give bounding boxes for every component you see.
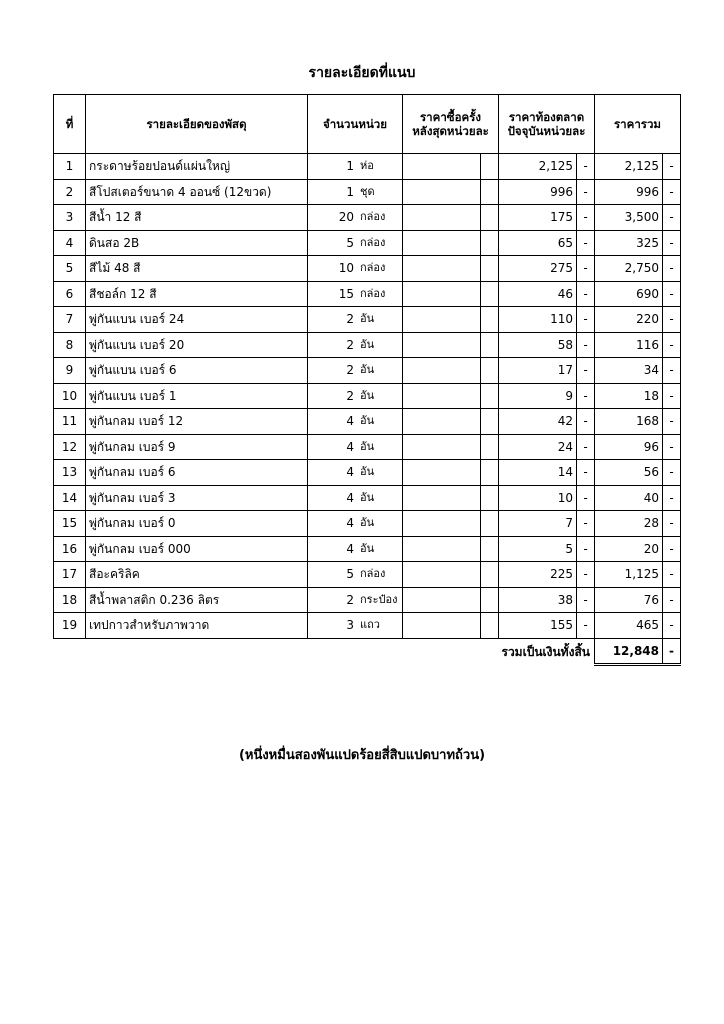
row-number: 12 [54,434,86,460]
row-number: 13 [54,460,86,486]
line-total: 34 [595,358,663,384]
item-unit: อัน [360,388,375,402]
table-row [54,485,681,511]
market-price-dash: - [577,511,595,537]
item-description: พู่กันกลม เบอร์ 12 [86,409,308,435]
line-total-dash: - [663,460,681,486]
header-quantity: จำนวนหน่วย [308,95,403,154]
last-price-cell [403,205,481,231]
header-last-price [403,95,499,154]
item-unit: กระป๋อง [360,592,398,606]
last-price-satang-cell [481,460,499,486]
last-price-cell [403,460,481,486]
item-description: พู่กันกลม เบอร์ 000 [86,536,308,562]
market-price-dash: - [577,587,595,613]
table-row [54,179,681,205]
market-price: 14 [499,460,577,486]
market-price-dash: - [577,562,595,588]
market-price: 275 [499,256,577,282]
row-number: 4 [54,230,86,256]
line-total: 40 [595,485,663,511]
last-price-satang-cell [481,281,499,307]
line-total-dash: - [663,256,681,282]
market-price: 225 [499,562,577,588]
line-total-dash: - [663,205,681,231]
market-price-dash: - [577,205,595,231]
last-price-cell [403,562,481,588]
item-quantity: 5 [346,567,354,582]
item-quantity-cell [308,536,403,562]
line-total: 2,125 [595,154,663,180]
item-description: สีน้ำพลาสติก 0.236 ลิตร [86,587,308,613]
item-quantity: 4 [346,516,354,531]
line-total-dash: - [663,562,681,588]
market-price-dash: - [577,332,595,358]
row-number: 14 [54,485,86,511]
item-quantity-cell [308,613,403,639]
item-quantity: 4 [346,490,354,505]
table-row [54,281,681,307]
market-price: 42 [499,409,577,435]
table-row [54,587,681,613]
last-price-satang-cell [481,613,499,639]
table-row [54,230,681,256]
market-price-dash: - [577,485,595,511]
market-price-dash: - [577,409,595,435]
row-number: 5 [54,256,86,282]
market-price: 17 [499,358,577,384]
table-row [54,154,681,180]
item-quantity-cell [308,485,403,511]
line-total-dash: - [663,230,681,256]
item-quantity: 1 [346,184,354,199]
market-price: 2,125 [499,154,577,180]
item-quantity: 15 [338,286,354,301]
last-price-cell [403,409,481,435]
market-price: 24 [499,434,577,460]
market-price-dash: - [577,154,595,180]
last-price-cell [403,536,481,562]
table-row [54,332,681,358]
header-description: รายละเอียดของพัสดุ [86,95,308,154]
table-row [54,434,681,460]
last-price-satang-cell [481,154,499,180]
row-number: 1 [54,154,86,180]
item-unit: กล่อง [360,210,386,224]
item-unit: อัน [360,516,375,530]
market-price-dash: - [577,536,595,562]
last-price-cell [403,383,481,409]
item-unit: อัน [360,439,375,453]
grand-total-row [54,638,681,665]
line-total: 996 [595,179,663,205]
row-number: 10 [54,383,86,409]
item-quantity: 1 [346,159,354,174]
table-row [54,460,681,486]
item-quantity: 2 [346,363,354,378]
last-price-satang-cell [481,511,499,537]
last-price-satang-cell [481,587,499,613]
item-description: กระดาษร้อยปอนด์แผ่นใหญ่ [86,154,308,180]
last-price-cell [403,154,481,180]
line-total-dash: - [663,587,681,613]
line-total-dash: - [663,154,681,180]
market-price-dash: - [577,383,595,409]
last-price-satang-cell [481,409,499,435]
row-number: 11 [54,409,86,435]
line-total: 220 [595,307,663,333]
market-price-dash: - [577,358,595,384]
last-price-satang-cell [481,536,499,562]
line-total-dash: - [663,332,681,358]
item-unit: กล่อง [360,261,386,275]
header-market-price [499,95,595,154]
item-unit: อัน [360,363,375,377]
item-quantity-cell [308,256,403,282]
item-unit: อัน [360,541,375,555]
line-total: 20 [595,536,663,562]
item-quantity: 3 [346,618,354,633]
item-unit: ชุด [360,184,375,198]
market-price-dash: - [577,281,595,307]
item-unit: อัน [360,414,375,428]
table-row [54,383,681,409]
item-quantity-cell [308,154,403,180]
header-last-price-line2: หลังสุดหน่วยละ [412,124,489,138]
row-number: 18 [54,587,86,613]
line-total: 325 [595,230,663,256]
item-quantity-cell [308,332,403,358]
last-price-satang-cell [481,205,499,231]
last-price-satang-cell [481,332,499,358]
market-price-dash: - [577,230,595,256]
market-price: 155 [499,613,577,639]
line-total: 116 [595,332,663,358]
market-price: 175 [499,205,577,231]
last-price-cell [403,434,481,460]
item-quantity: 10 [338,261,354,276]
amount-in-words: (หนึ่งหมื่นสองพันแปดร้อยสี่สิบแปดบาทถ้วน) [238,748,486,763]
market-price: 7 [499,511,577,537]
item-unit: กล่อง [360,286,386,300]
item-quantity: 4 [346,541,354,556]
item-description: สีโปสเตอร์ขนาด 4 ออนซ์ (12ขวด) [86,179,308,205]
line-total: 465 [595,613,663,639]
last-price-cell [403,230,481,256]
header-market-price-line2: ปัจจุบันหน่วยละ [507,124,586,138]
item-quantity: 2 [346,337,354,352]
item-quantity-cell [308,205,403,231]
line-total-dash: - [663,536,681,562]
item-quantity-cell [308,434,403,460]
table-row [54,409,681,435]
last-price-satang-cell [481,307,499,333]
last-price-cell [403,281,481,307]
market-price: 110 [499,307,577,333]
market-price-dash: - [577,460,595,486]
header-total: ราคารวม [595,95,681,154]
line-total: 76 [595,587,663,613]
last-price-cell [403,307,481,333]
item-quantity: 4 [346,439,354,454]
item-quantity: 2 [346,388,354,403]
item-description: พู่กันแบน เบอร์ 24 [86,307,308,333]
table-row [54,205,681,231]
row-number: 16 [54,536,86,562]
market-price-dash: - [577,307,595,333]
line-total-dash: - [663,179,681,205]
item-quantity-cell [308,562,403,588]
item-quantity: 4 [346,414,354,429]
grand-total-label: รวมเป็นเงินทั้งสิ้น [501,644,590,659]
last-price-cell [403,179,481,205]
market-price: 58 [499,332,577,358]
last-price-cell [403,485,481,511]
item-description: สีน้ำ 12 สี [86,205,308,231]
line-total: 690 [595,281,663,307]
header-no: ที่ [54,95,86,154]
market-price: 46 [499,281,577,307]
item-unit: กล่อง [360,567,386,581]
market-price-dash: - [577,256,595,282]
header-market-price-line1: ราคาท้องตลาด [508,110,585,124]
table-row [54,562,681,588]
item-description: พู่กันกลม เบอร์ 3 [86,485,308,511]
line-total: 18 [595,383,663,409]
table-row [54,613,681,639]
item-description: พู่กันแบน เบอร์ 6 [86,358,308,384]
header-last-price-line1: ราคาซื้อครั้ง [420,110,481,124]
last-price-satang-cell [481,383,499,409]
table-row [54,511,681,537]
item-quantity: 2 [346,592,354,607]
item-quantity-cell [308,587,403,613]
item-description: พู่กันแบน เบอร์ 1 [86,383,308,409]
last-price-cell [403,613,481,639]
last-price-satang-cell [481,434,499,460]
item-description: พู่กันกลม เบอร์ 6 [86,460,308,486]
line-total-dash: - [663,485,681,511]
line-total: 3,500 [595,205,663,231]
item-description: เทปกาวสำหรับภาพวาด [86,613,308,639]
line-total-dash: - [663,358,681,384]
row-number: 7 [54,307,86,333]
market-price-dash: - [577,613,595,639]
item-unit: อัน [360,490,375,504]
line-total-dash: - [663,409,681,435]
row-number: 2 [54,179,86,205]
table-body [54,154,681,639]
item-quantity-cell [308,358,403,384]
line-total: 56 [595,460,663,486]
last-price-cell [403,332,481,358]
item-description: พู่กันแบน เบอร์ 20 [86,332,308,358]
item-description: พู่กันกลม เบอร์ 9 [86,434,308,460]
market-price: 38 [499,587,577,613]
table-row [54,256,681,282]
item-unit: ห่อ [360,159,374,173]
item-unit: กล่อง [360,235,386,249]
market-price-dash: - [577,179,595,205]
market-price: 5 [499,536,577,562]
items-table [53,94,681,666]
item-unit: อัน [360,465,375,479]
row-number: 17 [54,562,86,588]
line-total-dash: - [663,307,681,333]
item-quantity-cell [308,281,403,307]
market-price: 10 [499,485,577,511]
last-price-satang-cell [481,256,499,282]
item-description: สีไม้ 48 สี [86,256,308,282]
item-quantity: 4 [346,465,354,480]
last-price-satang-cell [481,358,499,384]
item-unit: อัน [360,337,375,351]
last-price-cell [403,256,481,282]
row-number: 8 [54,332,86,358]
line-total: 28 [595,511,663,537]
line-total: 1,125 [595,562,663,588]
market-price: 9 [499,383,577,409]
item-quantity: 2 [346,312,354,327]
item-quantity: 20 [338,210,354,225]
row-number: 15 [54,511,86,537]
item-quantity-cell [308,511,403,537]
grand-total-value: 12,848 [595,638,663,665]
market-price: 65 [499,230,577,256]
last-price-satang-cell [481,562,499,588]
grand-total-dash: - [663,638,681,665]
line-total-dash: - [663,511,681,537]
row-number: 6 [54,281,86,307]
line-total-dash: - [663,613,681,639]
last-price-satang-cell [481,485,499,511]
row-number: 3 [54,205,86,231]
line-total: 96 [595,434,663,460]
item-description: ดินสอ 2B [86,230,308,256]
item-description: พู่กันกลม เบอร์ 0 [86,511,308,537]
item-quantity: 5 [346,235,354,250]
table-row [54,358,681,384]
item-quantity-cell [308,179,403,205]
item-description: สีชอล์ก 12 สี [86,281,308,307]
market-price-dash: - [577,434,595,460]
item-quantity-cell [308,307,403,333]
last-price-satang-cell [481,230,499,256]
item-unit: แถว [360,618,380,632]
table-header-row [54,95,681,154]
last-price-satang-cell [481,179,499,205]
last-price-cell [403,511,481,537]
line-total-dash: - [663,383,681,409]
line-total-dash: - [663,281,681,307]
line-total: 2,750 [595,256,663,282]
item-quantity-cell [308,383,403,409]
item-quantity-cell [308,230,403,256]
row-number: 19 [54,613,86,639]
last-price-cell [403,358,481,384]
item-quantity-cell [308,409,403,435]
item-description: สีอะคริลิค [86,562,308,588]
row-number: 9 [54,358,86,384]
table-row [54,536,681,562]
market-price: 996 [499,179,577,205]
table-row [54,307,681,333]
line-total: 168 [595,409,663,435]
page-title: รายละเอียดที่แนบ [308,65,416,81]
last-price-cell [403,587,481,613]
item-quantity-cell [308,460,403,486]
item-unit: อัน [360,312,375,326]
line-total-dash: - [663,434,681,460]
